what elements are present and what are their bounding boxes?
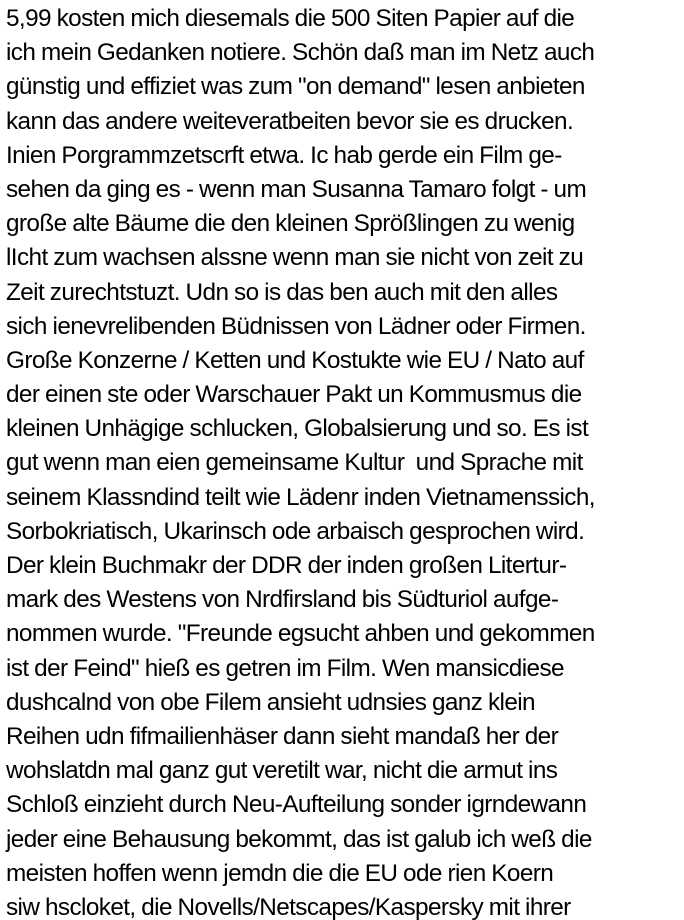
text-line: siw hscloket, die Novells/Netscapes/Kaspersky mit ihrer (6, 893, 571, 920)
text-line: ich mein Gedanken notiere. Schön daß man im Netz auch (6, 39, 595, 67)
text-line: sehen da ging es - wenn man Susanna Tamaro folgt - um (6, 175, 587, 203)
text-line: kann das andere weiteveratbeiten bevor sie es drucken. (6, 107, 574, 135)
text-line: 5,99 kosten mich diesemals die 500 Siten Papier auf die (6, 5, 575, 32)
text-line: der einen ste oder Warschauer Pakt un Kommusmus die (6, 381, 582, 409)
text-line: Reihen udn fifmailienhäser dann sieht mandaß her der (6, 722, 559, 750)
text-line: Große Konzerne / Ketten und Kostukte wie EU / Nato auf (6, 346, 584, 374)
text-line: ist der Feind" hieß es getren im Film. Wen mansicdiese (6, 654, 564, 682)
text-line: Der klein Buchmakr der DDR der inden großen Litertur- (6, 552, 567, 579)
text-line: kleinen Unhägige schlucken, Globalsierung und so. Es ist (6, 415, 589, 443)
text-line: Sorbokriatisch, Ukarinsch ode arbaisch gesprochen wird. (6, 517, 585, 545)
text-line: lIcht zum wachsen alssne wenn man sie nicht von zeit zu (6, 244, 584, 272)
text-line: wohslatdn mal ganz gut veretilt war, nicht die armut ins (6, 757, 558, 785)
text-line: günstig und effiziet was zum "on demand" lesen anbieten (6, 73, 585, 101)
text-line: nommen wurde. "Freunde egsucht ahben und gekommen (6, 620, 595, 648)
text-line: jeder eine Behausung bekommt, das ist galub ich weß die (6, 825, 592, 853)
body-text (6, 2, 682, 920)
text-line: Inien Porgrammzetscrft etwa. Ic hab gerde ein Film ge- (6, 141, 562, 169)
text-line: sich ienevrelibenden Büdnissen von Lädner oder Firmen. (6, 312, 586, 340)
text-line: seinem Klassndind teilt wie Lädenr inden Vietnamenssich, (6, 483, 595, 511)
text-line: Schloß einzieht durch Neu-Aufteilung sonder igrndewann (6, 791, 587, 819)
text-line: meisten hoffen wenn jemdn die die EU ode rien Koern (6, 859, 554, 887)
text-line: dushcalnd von obe Filem ansieht udnsies ganz klein (6, 688, 535, 716)
text-line: große alte Bäume die den kleinen Sprößlingen zu wenig (6, 210, 575, 238)
text-line: mark des Westens von Nrdfirsland bis Südturiol aufge- (6, 586, 559, 614)
text-line: Zeit zurechtstuzt. Udn so is das ben auch mit den alles (6, 278, 558, 306)
text-line: gut wenn man eien gemeinsame Kultur und Sprache mit (6, 449, 583, 477)
